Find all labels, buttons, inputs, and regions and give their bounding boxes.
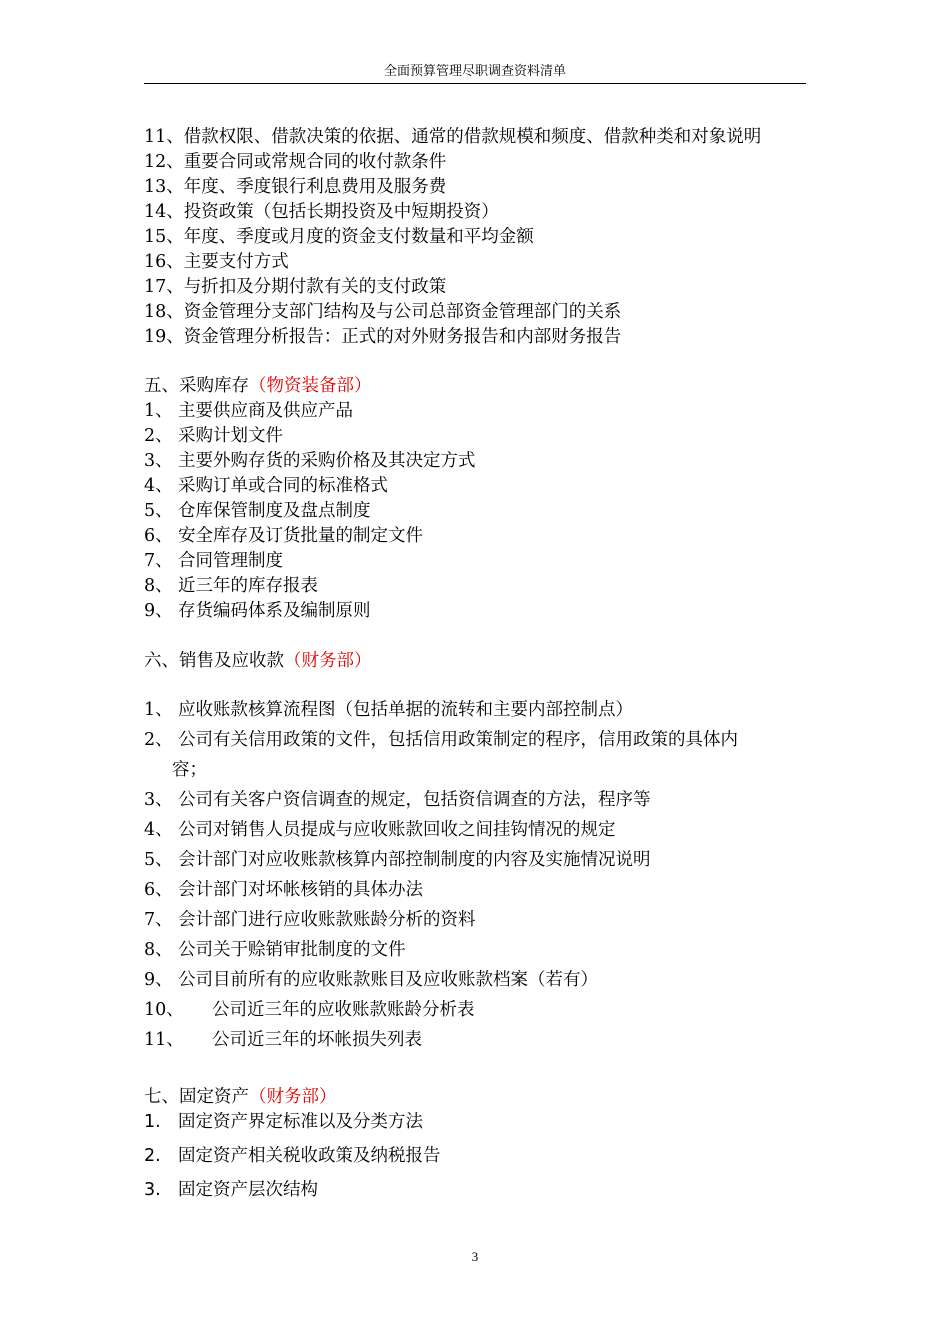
item-number: 9、	[144, 601, 173, 621]
list-item	[144, 819, 616, 841]
item-number: 6、	[144, 526, 173, 546]
item-number: 3、	[144, 790, 173, 810]
item-text: 合同管理制度	[178, 551, 283, 571]
item-number: 2、	[144, 426, 173, 446]
item-number: 7、	[144, 910, 173, 930]
item-text: 采购订单或合同的标准格式	[178, 476, 388, 496]
list-item: 15、年度、季度或月度的资金支付数量和平均金额	[144, 227, 534, 247]
section-title: 六、销售及应收款	[144, 651, 284, 671]
item-text: 主要外购存货的采购价格及其决定方式	[178, 451, 476, 471]
item-text: 公司有关信用政策的文件，包括信用政策制定的程序，信用政策的具体内	[178, 730, 738, 750]
item-number: 8、	[144, 576, 173, 596]
item-text: 公司目前所有的应收账款账目及应收账款档案（若有）	[178, 970, 598, 990]
list-item	[144, 575, 318, 597]
list-item	[144, 600, 371, 622]
list-item: 18、资金管理分支部门结构及与公司总部资金管理部门的关系	[144, 302, 622, 322]
item-number: 3、	[144, 451, 173, 471]
item-text: 公司近三年的应收账款账龄分析表	[212, 1000, 475, 1020]
item-text: 安全库存及订货批量的制定文件	[178, 526, 423, 546]
item-number: 4、	[144, 476, 173, 496]
list-item	[144, 939, 406, 961]
item-text: 固定资产层次结构	[178, 1180, 318, 1200]
list-item: 16、主要支付方式	[144, 252, 289, 272]
list-item	[144, 849, 651, 871]
item-number: 8、	[144, 940, 173, 960]
section-title: 五、采购库存	[144, 376, 249, 396]
section-heading-fixed-assets	[144, 1086, 337, 1108]
item-number: 6、	[144, 880, 173, 900]
item-text: 应收账款核算流程图（包括单据的流转和主要内部控制点）	[178, 700, 633, 720]
item-text: 主要供应商及供应产品	[178, 401, 353, 421]
page-header-title: 全面预算管理尽职调查资料清单	[383, 64, 566, 79]
item-text: 固定资产界定标准以及分类方法	[178, 1112, 423, 1132]
item-number: 4、	[144, 820, 173, 840]
list-item	[144, 425, 283, 447]
item-text: 存货编码体系及编制原则	[178, 601, 371, 621]
list-item	[144, 729, 738, 751]
item-text: 公司近三年的坏帐损失列表	[212, 1030, 422, 1050]
item-text: 固定资产相关税收政策及纳税报告	[178, 1146, 441, 1166]
list-item-continuation: 容；	[172, 760, 207, 780]
item-number: 2、	[144, 730, 173, 750]
list-item	[144, 550, 283, 572]
item-number: 11、	[144, 1030, 184, 1050]
list-item	[144, 400, 353, 422]
list-item: 19、资金管理分析报告：正式的对外财务报告和内部财务报告	[144, 327, 622, 347]
list-item	[144, 450, 476, 472]
item-text: 公司关于赊销审批制度的文件	[178, 940, 406, 960]
item-number: 10、	[144, 1000, 184, 1020]
item-text: 采购计划文件	[178, 426, 283, 446]
list-item	[144, 999, 475, 1021]
list-item	[144, 909, 476, 931]
section-title: 七、固定资产	[144, 1087, 249, 1107]
section-department: （物资装备部）	[249, 376, 372, 396]
list-item	[144, 969, 598, 991]
page-number: 3	[471, 1249, 479, 1264]
item-text: 近三年的库存报表	[178, 576, 318, 596]
item-text: 会计部门对应收账款核算内部控制制度的内容及实施情况说明	[178, 850, 651, 870]
section-heading-purchasing	[144, 375, 372, 397]
list-item	[144, 1179, 318, 1201]
item-text: 公司对销售人员提成与应收账款回收之间挂钩情况的规定	[178, 820, 616, 840]
item-text: 仓库保管制度及盘点制度	[178, 501, 371, 521]
list-item: 13、年度、季度银行利息费用及服务费	[144, 177, 447, 197]
list-item	[144, 1145, 441, 1167]
list-item	[144, 1111, 423, 1133]
list-item	[144, 475, 388, 497]
item-text: 公司有关客户资信调查的规定，包括资信调查的方法，程序等	[178, 790, 651, 810]
item-number: 5、	[144, 850, 173, 870]
list-item	[144, 525, 423, 547]
item-number: 1、	[144, 700, 173, 720]
item-number: 2.	[144, 1146, 161, 1166]
list-item	[144, 1029, 422, 1051]
list-item	[144, 500, 371, 522]
item-number: 5、	[144, 501, 173, 521]
list-item	[144, 879, 423, 901]
list-item	[144, 699, 633, 721]
header-divider	[144, 83, 806, 84]
item-number: 7、	[144, 551, 173, 571]
item-text: 会计部门对坏帐核销的具体办法	[178, 880, 423, 900]
section-department: （财务部）	[249, 1087, 337, 1107]
list-item: 14、投资政策（包括长期投资及中短期投资）	[144, 202, 499, 222]
section-department: （财务部）	[284, 651, 372, 671]
list-item: 12、重要合同或常规合同的收付款条件	[144, 152, 447, 172]
item-number: 1、	[144, 401, 173, 421]
item-text: 会计部门进行应收账款账龄分析的资料	[178, 910, 476, 930]
item-number: 9、	[144, 970, 173, 990]
item-number: 3.	[144, 1180, 161, 1200]
list-item: 17、与折扣及分期付款有关的支付政策	[144, 277, 447, 297]
list-item: 11、借款权限、借款决策的依据、通常的借款规模和频度、借款种类和对象说明	[144, 127, 762, 147]
item-number: 1.	[144, 1112, 161, 1132]
list-item	[144, 789, 651, 811]
section-heading-sales	[144, 650, 372, 672]
